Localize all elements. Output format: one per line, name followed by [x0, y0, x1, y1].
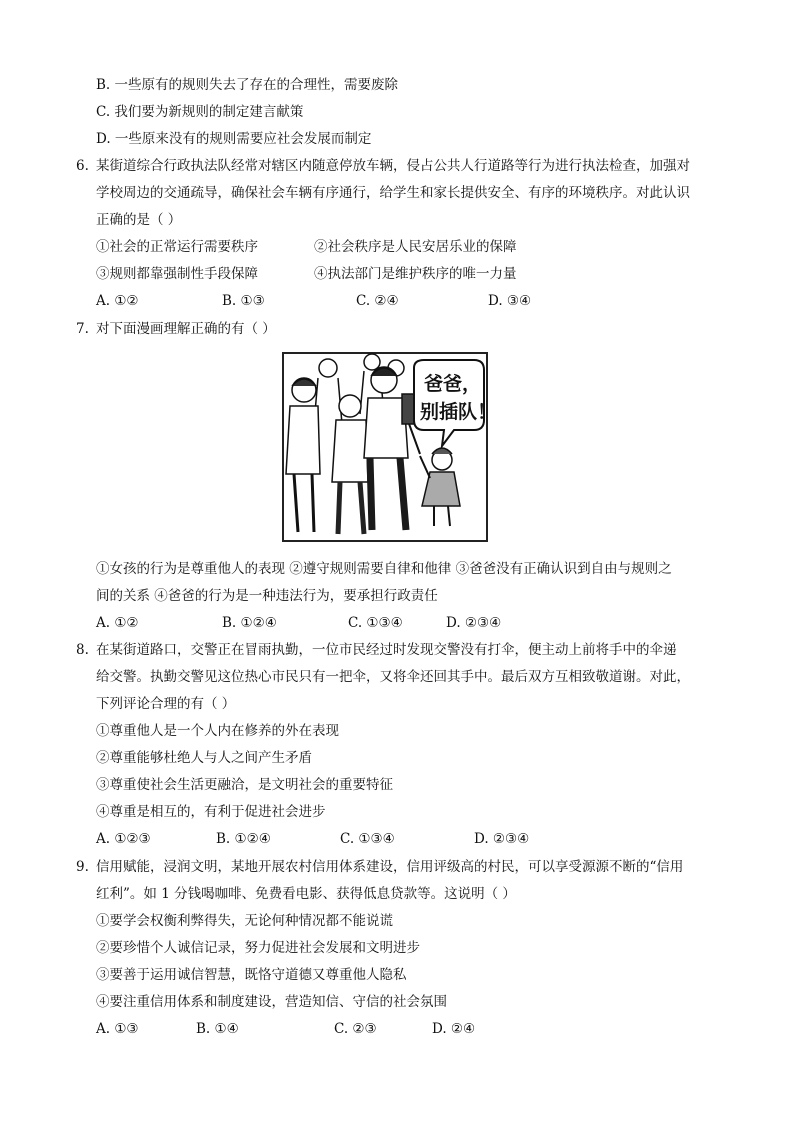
woman-body — [286, 406, 320, 474]
q8-choice-c: C. ①③④ — [340, 831, 395, 847]
q5-option-c: C. 我们要为新规则的制定建言献策 — [96, 104, 304, 120]
q9-item-4: ④要注重信用体系和制度建设，营造知信、守信的社会氛围 — [96, 994, 447, 1010]
q6-item-1: ①社会的正常运行需要秩序 — [96, 239, 258, 255]
q9-choice-d: D. ②④ — [432, 1021, 476, 1037]
q8-stem-line-1: 在某街道路口，交警正在冒雨执勤，一位市民经过时发现交警没有打伞，便主动上前将手中的伞递 — [96, 642, 677, 658]
q8-number: 8. — [76, 642, 89, 658]
q6-stem-line-3: 正确的是（ ） — [96, 212, 182, 228]
q6-item-2: ②社会秩序是人民安居乐业的保障 — [314, 239, 517, 255]
q6-number: 6. — [76, 158, 89, 174]
q9-stem-line-2: 红利”。如 1 分钱喝咖啡、免费看电影、获得低息贷款等。这说明（ ） — [96, 886, 516, 902]
q6-item-3: ③规则都靠强制性手段保障 — [96, 266, 258, 282]
q7-statement-line-2: 间的关系 ④爸爸的行为是一种违法行为，要承担行政责任 — [96, 588, 438, 604]
q7-choice-d: D. ②③④ — [446, 615, 502, 631]
man-head — [339, 395, 361, 417]
speech-bubble-line-2: 别插队！ — [420, 401, 497, 423]
q9-item-3: ③要善于运用诚信智慧，既恪守道德又尊重他人隐私 — [96, 967, 407, 983]
man-body — [332, 420, 368, 482]
woman-legs — [294, 474, 314, 532]
q6-choice-c: C. ②④ — [356, 293, 399, 309]
speech-bubble-line-1: 爸爸， — [424, 373, 482, 395]
q7-choice-c: C. ①③④ — [348, 615, 403, 631]
q9-item-1: ①要学会权衡利弊得失，无论何种情况都不能说谎 — [96, 913, 393, 929]
q7-stem: 对下面漫画理解正确的有（ ） — [96, 321, 276, 337]
q9-item-2: ②要珍惜个人诚信记录，努力促进社会发展和文明进步 — [96, 940, 420, 956]
comic-drawing — [284, 354, 497, 540]
queue-jumping-comic — [282, 352, 497, 542]
q9-stem-line-1: 信用赋能，浸润文明，某地开展农村信用体系建设，信用评级高的村民，可以享受源源不断的“信用 — [96, 859, 684, 875]
q8-choice-d: D. ②③④ — [474, 831, 530, 847]
q8-choice-b: B. ①②④ — [216, 831, 271, 847]
q8-item-1: ①尊重他人是一个人内在修养的外在表现 — [96, 723, 339, 739]
q7-choice-a: A. ①② — [96, 615, 139, 631]
backpack — [402, 394, 414, 424]
q9-choice-a: A. ①③ — [96, 1021, 139, 1037]
crowd-head — [364, 354, 380, 370]
q7-choice-b: B. ①②④ — [222, 615, 277, 631]
man-legs — [338, 482, 364, 534]
girl-dress — [422, 472, 460, 506]
girl-arm — [420, 456, 430, 478]
q5-option-b: B. 一些原有的规则失去了存在的合理性，需要废除 — [96, 77, 399, 93]
q8-stem-line-3: 下列评论合理的有（ ） — [96, 696, 236, 712]
q8-stem-line-2: 给交警。执勤交警见这位热心市民只有一把伞，又将伞还回其手中。最后双方互相致敬道谢。对此， — [96, 669, 690, 685]
q8-item-2: ②尊重能够杜绝人与人之间产生矛盾 — [96, 750, 312, 766]
q8-item-3: ③尊重使社会生活更融洽，是文明社会的重要特征 — [96, 777, 393, 793]
q9-number: 9. — [76, 859, 89, 875]
q5-option-d: D. 一些原来没有的规则需要应社会发展而制定 — [96, 131, 372, 147]
q7-number: 7. — [76, 321, 89, 337]
q9-choice-c: C. ②③ — [334, 1021, 377, 1037]
girl-hair — [432, 448, 452, 454]
q8-item-4: ④尊重是相互的，有利于促进社会进步 — [96, 804, 326, 820]
q6-stem-line-1: 某街道综合行政执法队经常对辖区内随意停放车辆，侵占公共人行道路等行为进行执法检查，加强对 — [96, 158, 690, 174]
q6-stem-line-2: 学校周边的交通疏导，确保社会车辆有序通行，给学生和家长提供安全、有序的环境秩序。对此认识 — [96, 185, 690, 201]
q6-choice-b: B. ①③ — [222, 293, 265, 309]
q7-statement-line-1: ①女孩的行为是尊重他人的表现 ②遵守规则需要自律和他律 ③爸爸没有正确认识到自由与规则之 — [96, 561, 672, 577]
girl-legs — [434, 506, 450, 526]
q9-choice-b: B. ①④ — [196, 1021, 239, 1037]
father-legs — [370, 458, 406, 530]
q8-choice-a: A. ①②③ — [96, 831, 151, 847]
woman-hair — [292, 379, 316, 386]
crowd-head — [319, 359, 337, 377]
q6-choice-a: A. ①② — [96, 293, 139, 309]
q6-item-4: ④执法部门是维护秩序的唯一力量 — [314, 266, 517, 282]
q6-choice-d: D. ③④ — [488, 293, 532, 309]
